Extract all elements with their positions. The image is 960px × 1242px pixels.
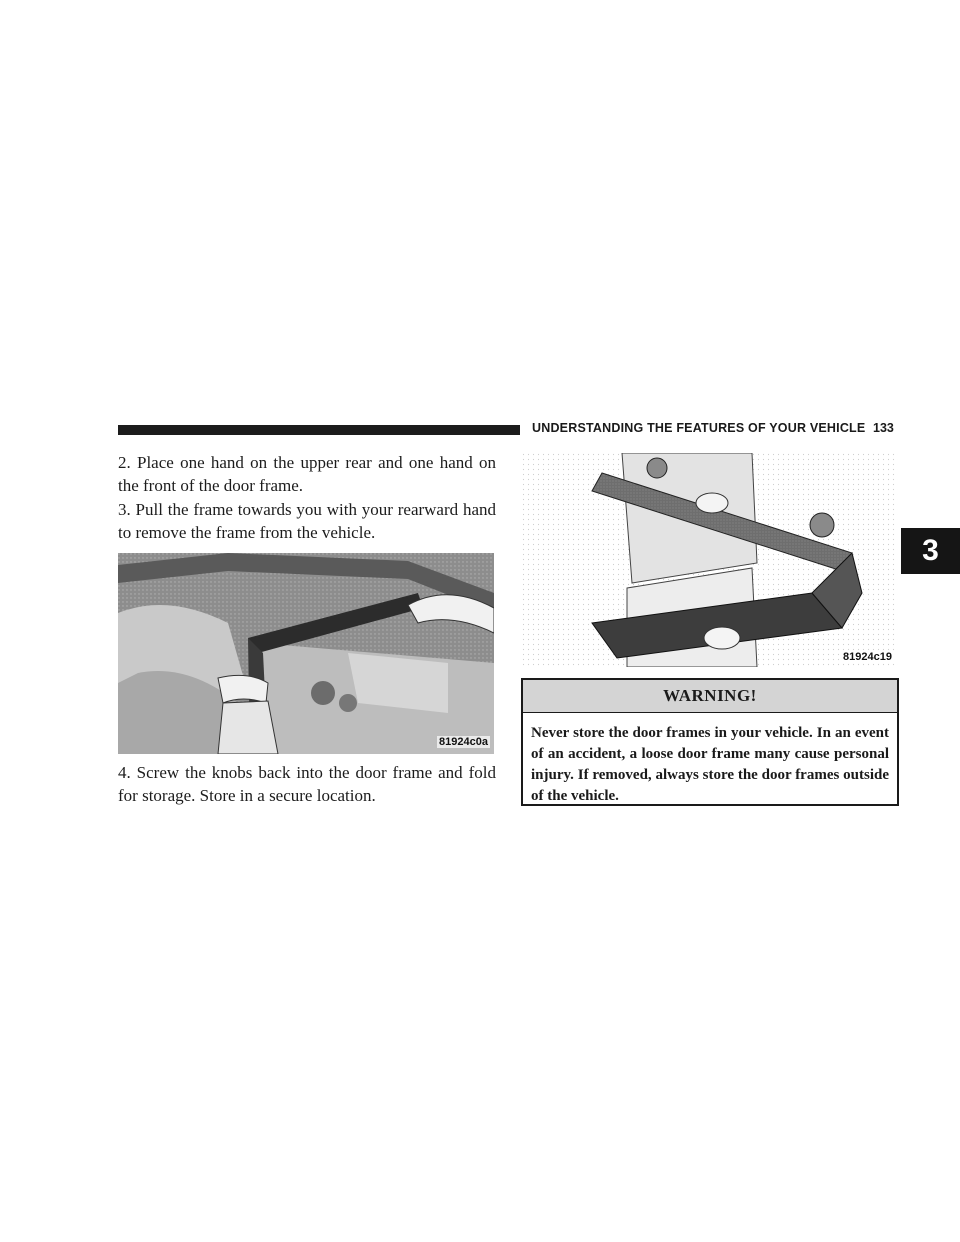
- header-rule: [118, 425, 520, 435]
- chapter-tab[interactable]: 3: [901, 528, 960, 574]
- page-number: 133: [873, 421, 894, 435]
- figure-code-left: 81924c0a: [439, 736, 488, 748]
- vehicle-interior-drawing: [118, 553, 494, 754]
- section-title: UNDERSTANDING THE FEATURES OF YOUR VEHICLE: [532, 421, 866, 435]
- warning-title: WARNING!: [523, 680, 897, 713]
- folded-door-frame-illustration: [522, 453, 898, 667]
- figure-code-right: 81924c19: [843, 651, 892, 663]
- warning-box: [521, 678, 899, 806]
- person-holding-frame-drawing: [522, 453, 898, 667]
- door-frame-removal-illustration: [118, 553, 494, 754]
- warning-text: Never store the door frames in your vehicle. In an event of an accident, a loose door frame many cause personal injury. If removed, always store the door frames outside of the vehicle.: [531, 725, 889, 804]
- step-4-text: 4. Screw the knobs back into the door frame and fold for storage. Store in a secure location.: [118, 763, 496, 805]
- step-2-text: 2. Place one hand on the upper rear and one hand on the front of the door frame.: [118, 453, 496, 495]
- step-3-text: 3. Pull the frame towards you with your rearward hand to remove the frame from the vehicle.: [118, 500, 496, 542]
